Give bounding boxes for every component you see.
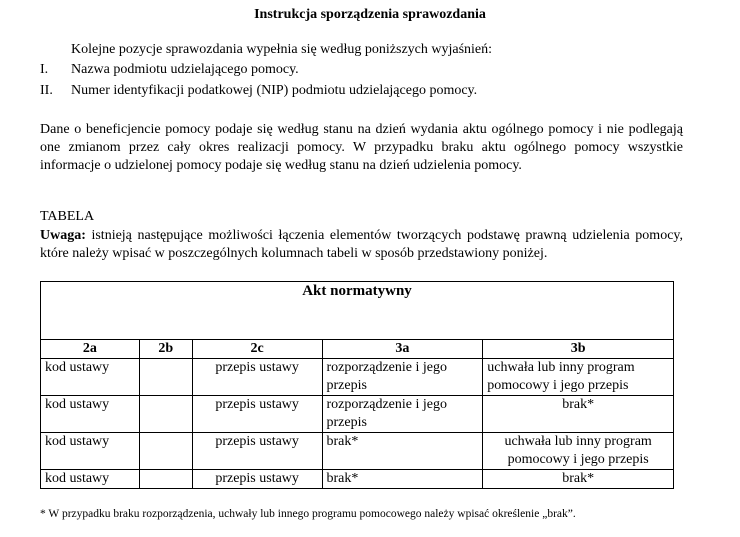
table-cell: przepis ustawy xyxy=(192,396,322,433)
list-item-text: Numer identyfikacji podatkowej (NIP) podmiotu udzielającego pomocy. xyxy=(71,83,478,98)
table-cell xyxy=(139,433,192,470)
table-row xyxy=(41,359,674,396)
akt-normatywny-table xyxy=(40,281,674,489)
table-cell: rozporządzenie i jego przepis xyxy=(322,396,483,433)
table-cell: brak* xyxy=(322,470,483,489)
table-cell: brak* xyxy=(483,470,674,489)
table-cell: przepis ustawy xyxy=(192,433,322,470)
table-row xyxy=(41,396,674,433)
table-row xyxy=(41,470,674,489)
uwaga-text: istnieją następujące możliwości łączenia elementów tworzących podstawę prawną udzielenia pomocy, które należy wpisać w poszczególnych kolumnach tabeli w sposób przedstawiony poniżej. xyxy=(40,228,683,261)
table-cell: uchwała lub inny program pomocowy i jego przepis xyxy=(483,433,674,470)
list-item-number: I. xyxy=(40,62,49,77)
table-cell: rozporządzenie i jego przepis xyxy=(322,359,483,396)
table-cell: przepis ustawy xyxy=(192,359,322,396)
table-cell xyxy=(139,470,192,489)
table-cell: kod ustawy xyxy=(41,359,140,396)
table-cell: przepis ustawy xyxy=(192,470,322,489)
beneficiary-paragraph: Dane o beneficjencie pomocy podaje się według stanu na dzień wydania aktu ogólnego pomocy i nie podlegają one zmianom przez cały okres realizacji pomocy. W przypadku braku aktu ogólnego pomocy wszystkie informacje o udzielonej pomocy podaje się według stanu na dzień udzielenia pomocy. xyxy=(40,122,683,173)
uwaga-label: Uwaga: xyxy=(40,228,86,243)
table-caption: Akt normatywny xyxy=(41,282,674,340)
list-item xyxy=(40,62,299,78)
table-cell: kod ustawy xyxy=(41,433,140,470)
table-cell: brak* xyxy=(322,433,483,470)
column-header-2b: 2b xyxy=(139,340,192,359)
list-item xyxy=(40,83,477,99)
list-item-text: Nazwa podmiotu udzielającego pomocy. xyxy=(71,62,299,77)
intro-text: Kolejne pozycje sprawozdania wypełnia się według poniższych wyjaśnień: xyxy=(71,42,493,57)
table-cell: brak* xyxy=(483,396,674,433)
column-header-3a: 3a xyxy=(322,340,483,359)
column-header-2a: 2a xyxy=(41,340,140,359)
table-cell: kod ustawy xyxy=(41,396,140,433)
table-cell: uchwała lub inny program pomocowy i jego przepis xyxy=(483,359,674,396)
page-title: Instrukcja sporządzenia sprawozdania xyxy=(254,7,486,22)
uwaga-note xyxy=(40,227,683,263)
table-row xyxy=(41,433,674,470)
table-cell: kod ustawy xyxy=(41,470,140,489)
column-header-2c: 2c xyxy=(192,340,322,359)
column-header-3b: 3b xyxy=(483,340,674,359)
table-header-row xyxy=(41,340,674,359)
table-cell xyxy=(139,359,192,396)
footnote: * W przypadku braku rozporządzenia, uchwały lub innego programu pomocowego należy wpisać określenie „brak”. xyxy=(40,508,576,520)
tabela-heading: TABELA xyxy=(40,209,95,224)
table-cell xyxy=(139,396,192,433)
list-item-number: II. xyxy=(40,83,53,98)
